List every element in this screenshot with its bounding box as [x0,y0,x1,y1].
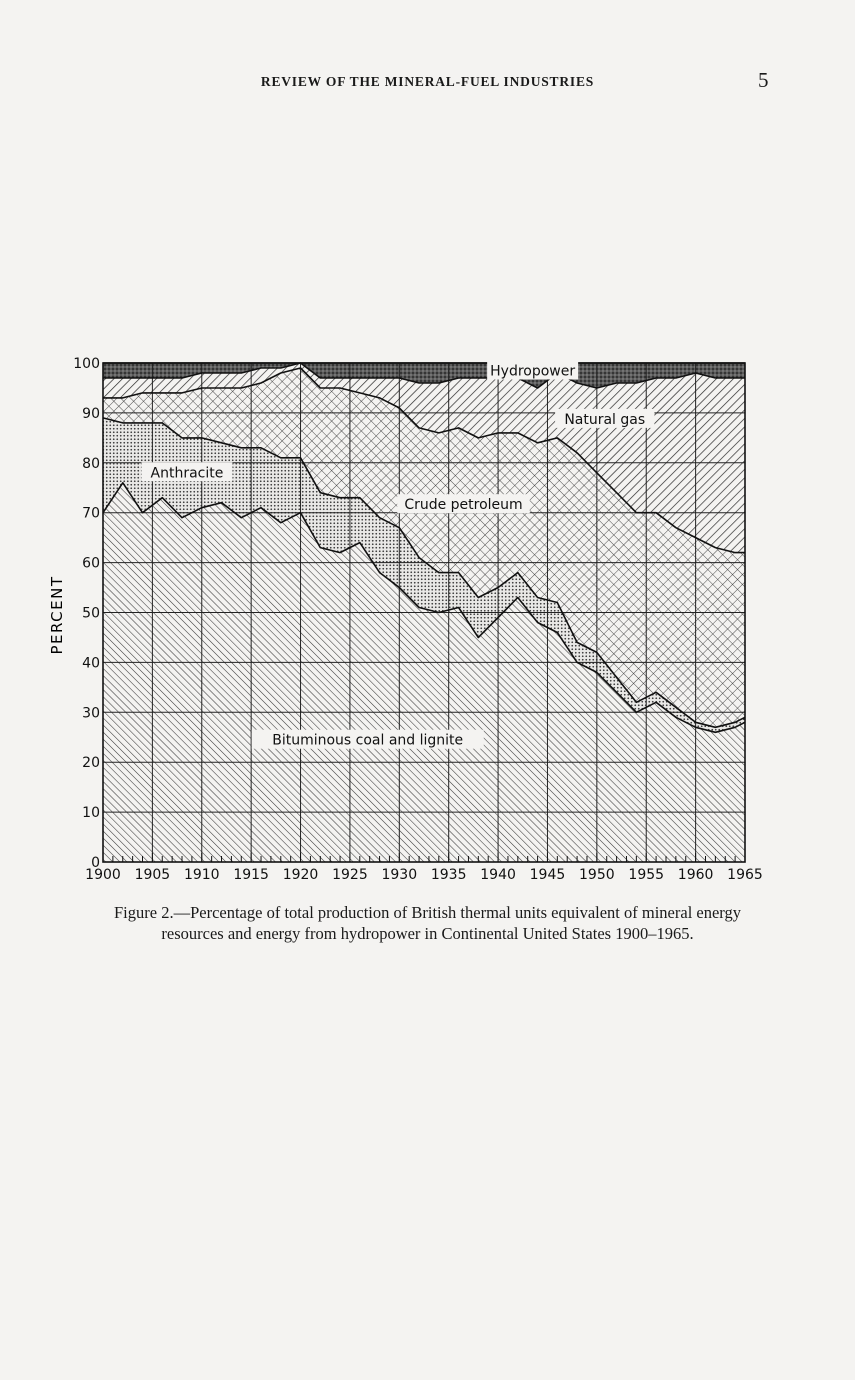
x-tick-label: 1935 [430,867,467,883]
y-tick-label: 10 [82,805,100,822]
svg-text:Bituminous coal and lignite: Bituminous coal and lignite [272,732,464,749]
y-tick-label: 20 [82,755,100,772]
x-tick-label: 1955 [628,867,665,883]
x-tick-label: 1905 [134,867,171,883]
x-tick-label: 1930 [381,867,418,883]
x-tick-label: 1920 [282,867,319,883]
y-tick-label: 50 [82,605,100,622]
x-tick-label: 1915 [233,867,269,883]
svg-text:Crude petroleum: Crude petroleum [404,497,523,514]
y-tick-label: 0 [91,855,100,871]
page-number: 5 [758,68,769,92]
svg-text:Hydropower: Hydropower [490,363,576,380]
y-tick-label: 30 [82,705,100,722]
y-tick-label: 70 [82,505,100,522]
label-anthracite [141,462,232,481]
figure-caption: Figure 2.—Percentage of total production of British thermal units equivalent of mineral energy resources and energy from hydropower in Continental United States 1900–1965. [114,903,741,943]
y-axis-label: PERCENT [48,575,66,655]
y-tick-label: 40 [82,655,100,672]
label-natural-gas [555,409,654,428]
x-tick-label: 1900 [85,867,121,883]
x-tick-label: 1925 [332,867,368,883]
y-tick-label: 90 [82,405,100,422]
x-tick-label: 1910 [183,867,220,883]
svg-text:Anthracite: Anthracite [150,465,224,482]
running-title: REVIEW OF THE MINERAL-FUEL INDUSTRIES [260,74,595,89]
x-tick-label: 1940 [480,867,516,883]
x-tick-label: 1950 [579,867,615,883]
svg-text:Natural gas: Natural gas [564,411,646,428]
label-crude-petroleum [397,494,530,513]
y-tick-label: 80 [82,455,100,472]
x-tick-label: 1960 [677,867,714,883]
x-tick-label: 1965 [727,867,763,883]
label-bituminous-coal-and-lignite [252,730,484,749]
y-tick-label: 100 [73,356,100,372]
x-tick-label: 1945 [529,867,566,883]
y-tick-label: 60 [82,555,100,572]
label-hydropower [487,360,578,379]
